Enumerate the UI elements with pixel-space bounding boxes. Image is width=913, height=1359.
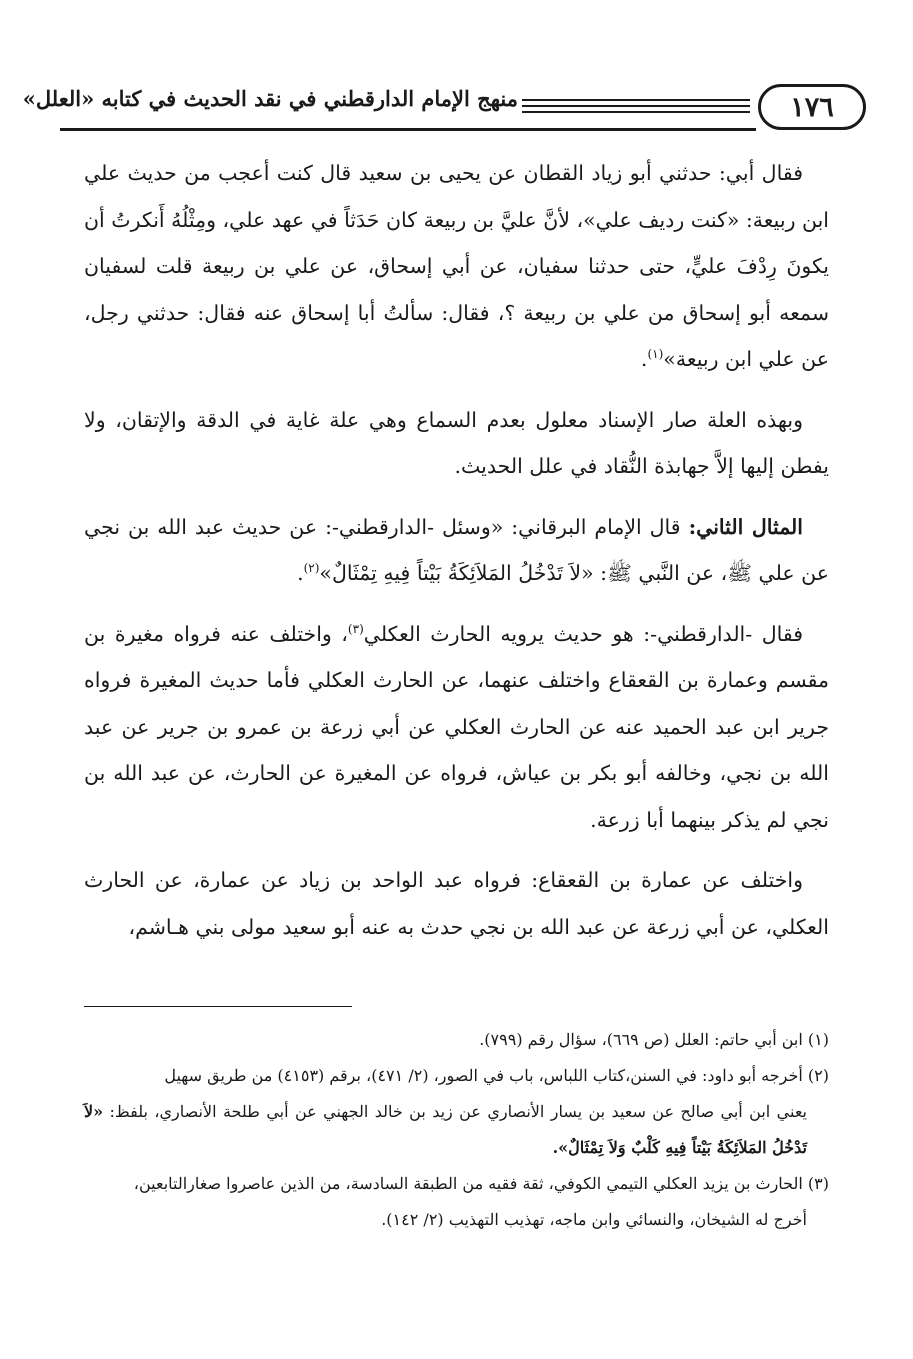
header-double-rule	[522, 99, 750, 101]
footnote-quote: «لاَ تَدْخُلُ المَلاَئِكَةُ بَيْتاً فِيهِ كَلْبٌ وَلاَ تِمْثَالٌ».	[84, 1102, 807, 1157]
paragraph	[84, 857, 829, 950]
paragraph-text: واختلف عن عمارة بن القعقاع: فرواه عبد الواحد بن زياد عن عمارة، عن الحارث العكلي، عن أبي زرعة عن عبد الله بن نجي حدث به عنه أبو سعيد مولى بني هـاشم،	[84, 868, 829, 939]
footnote-text: يعني ابن أبي صالح عن سعيد بن يسار الأنصاري عن زيد بن خالد الجهني عن أبي طلحة الأنصاري، بلفظ:	[103, 1102, 807, 1121]
footnote-text: ابن أبي حاتم: العلل (ص ٦٦٩)، سؤال رقم (٧٩٩).	[479, 1030, 803, 1049]
paragraph	[84, 504, 829, 597]
main-text	[84, 150, 829, 964]
header-double-rule	[522, 111, 750, 113]
footnote-ref[interactable]: (٣)	[347, 621, 364, 636]
footnote-text: أخرجه أبو داود: في السنن،كتاب اللباس، باب في الصور، (٢/ ٤٧١)، برقم (٤١٥٣) من طريق سهيل	[164, 1066, 803, 1085]
paragraph-tail: .	[640, 347, 648, 371]
footnote-number: (٣)	[807, 1174, 829, 1193]
page-number: ١٧٦	[758, 84, 866, 130]
footnote-continuation: أخرج له الشيخان، والنسائي وابن ماجه، تهذيب التهذيب (٢/ ١٤٢).	[381, 1210, 807, 1229]
footnotes	[84, 1022, 829, 1238]
paragraph-text: قال الإمام البرقاني: «وسئل -الدارقطني-: عن حديث عبد الله بن نجي عن علي ﷺ، عن النَّبي ﷺ: «لاَ تَدْخُلُ المَلاَئِكَةُ بَيْتاً فِيهِ تِمْثَالٌ»	[84, 514, 829, 585]
paragraph-text: فقال أبي: حدثني أبو زياد القطان عن يحيى بن سعيد قال كنت أعجب من حديث علي ابن ربيعة: «كنت رديف علي»، لأنَّ عليَّ بن ربيعة كان حَدَثاً في عهد علي، ومِثْلُهُ أَنكرتُ أن يكونَ رِدْفَ عليٍّ، حتى حدثنا سفيان، عن أبي إسحاق، عن علي بن ربيعة قلت لسفيان سمعه أبو إسحاق من علي بن ربيعة ؟، فقال: سألتُ أبا إسحاق عنه فقال: حدثني رجل، عن علي ابن ربيعة»	[84, 161, 829, 371]
footnote	[84, 1058, 829, 1166]
running-title: منهج الإمام الدارقطني في نقد الحديث في كتابه «العلل»	[22, 86, 518, 111]
footnote	[84, 1022, 829, 1058]
paragraph-tail: ، واختلف عنه فرواه مغيرة بن مقسم وعمارة بن القعقاع واختلف عنهما، عن الحارث العكلي فأما حديث المغيرة فرواه جرير ابن عبد الحميد عنه عن الحارث العكلي عن أبي زرعة بن عمرو بن جرير عن عبد الله بن نجي، وخالفه أبو بكر بن عياش، فرواه عن المغيرة عن الحارث، عن عبد الله بن نجي لم يذكر بينهما أبا زرعة.	[84, 621, 829, 832]
paragraph-text: فقال -الدارقطني-: هو حديث يرويه الحارث العكلي	[363, 621, 804, 646]
paragraph	[84, 397, 829, 490]
footnote-separator	[84, 1006, 352, 1007]
footnote-ref[interactable]: (١)	[647, 347, 664, 362]
paragraph	[84, 150, 829, 383]
footnote-number: (٢)	[807, 1066, 829, 1085]
header-double-rule	[522, 105, 750, 107]
footnote-number: (١)	[807, 1030, 829, 1049]
footnote-ref[interactable]: (٢)	[303, 561, 320, 576]
paragraph-text: وبهذه العلة صار الإسناد معلول بعدم السماع وهي علة غاية في الدقة والإتقان، ولا يفطن إليها إلاَّ جهابذة النُّقاد في علل الحديث.	[84, 407, 829, 478]
page-header	[22, 84, 866, 136]
paragraph-lead: المثال الثاني:	[688, 514, 803, 539]
footnote	[84, 1166, 829, 1238]
footnote-text: الحارث بن يزيد العكلي التيمي الكوفي، ثقة فقيه من الطبقة السادسة، من الذين عاصروا صغارالتابعين،	[133, 1174, 803, 1193]
header-underline	[60, 128, 756, 131]
footnote-continuation	[84, 1094, 829, 1166]
paragraph-tail: .	[297, 561, 304, 585]
paragraph	[84, 611, 829, 844]
